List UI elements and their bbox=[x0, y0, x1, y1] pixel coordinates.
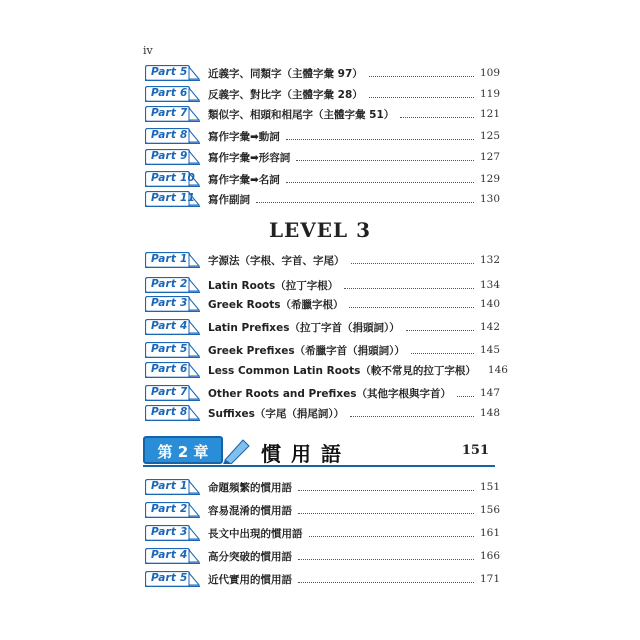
chapter-label-box bbox=[143, 436, 223, 464]
entry-page: 127 bbox=[480, 151, 501, 163]
entry-title: 寫作字彙➡形容詞 bbox=[208, 151, 291, 164]
entry-title: Latin Prefixes（拉丁字首（捐頭詞）） bbox=[208, 321, 400, 334]
toc-entry[interactable] bbox=[145, 190, 500, 208]
toc-entry[interactable] bbox=[145, 318, 500, 336]
entry-title: 高分突破的慣用語 bbox=[208, 550, 292, 563]
entry-page: 134 bbox=[480, 279, 501, 291]
part-label: Part 6 bbox=[151, 87, 188, 99]
entry-page: 148 bbox=[480, 407, 501, 419]
entry-page: 109 bbox=[480, 67, 501, 79]
part-label: Part 5 bbox=[151, 572, 188, 584]
leader-dots bbox=[344, 279, 474, 289]
entry-page: 147 bbox=[480, 387, 501, 399]
leader-dots bbox=[256, 193, 474, 203]
page-number: iv bbox=[143, 44, 153, 57]
entry-page: 129 bbox=[480, 173, 501, 185]
part-label: Part 9 bbox=[151, 150, 188, 162]
chapter-label: 第 2 章 bbox=[157, 443, 209, 461]
entry-title: Less Common Latin Roots（較不常見的拉丁字根） bbox=[208, 364, 476, 377]
part-label: Part 7 bbox=[151, 386, 188, 398]
toc-entry[interactable] bbox=[145, 384, 500, 402]
toc-entry[interactable] bbox=[145, 85, 500, 103]
leader-dots bbox=[298, 481, 474, 491]
leader-dots bbox=[350, 407, 474, 417]
entry-title: Other Roots and Prefixes（其他字根與字首） bbox=[208, 387, 451, 400]
chapter-page: 151 bbox=[461, 443, 489, 458]
toc-entry[interactable] bbox=[145, 570, 500, 588]
toc-entry[interactable] bbox=[145, 404, 500, 422]
entry-title: 近義字、同類字（主體字彙 97） bbox=[208, 67, 363, 80]
entry-page: 119 bbox=[480, 88, 501, 100]
part-tag bbox=[145, 277, 200, 293]
toc-entry[interactable] bbox=[145, 148, 500, 166]
leader-dots bbox=[351, 254, 475, 264]
toc-entry[interactable] bbox=[145, 64, 500, 82]
toc-entry[interactable] bbox=[145, 341, 500, 359]
part-tag bbox=[145, 149, 200, 165]
entry-title: Greek Prefixes（希臘字首（捐頭詞）） bbox=[208, 344, 405, 357]
leader-dots bbox=[369, 67, 474, 77]
entry-page: 125 bbox=[480, 130, 501, 142]
entry-title: Greek Roots（希臘字根） bbox=[208, 298, 344, 311]
part-label: Part 5 bbox=[151, 343, 188, 355]
part-label: Part 1 bbox=[151, 480, 188, 492]
part-label: Part 2 bbox=[151, 503, 188, 515]
entry-page: 142 bbox=[480, 321, 501, 333]
entry-title: 寫作字彙➡名詞 bbox=[208, 173, 280, 186]
toc-entry[interactable] bbox=[145, 478, 500, 496]
entry-page: 166 bbox=[480, 550, 501, 562]
part-label: Part 10 bbox=[151, 172, 195, 184]
leader-dots bbox=[406, 321, 474, 331]
part-tag bbox=[145, 479, 200, 495]
toc-entry[interactable] bbox=[145, 105, 500, 123]
part-tag bbox=[145, 385, 200, 401]
entry-page: 132 bbox=[480, 254, 501, 266]
entry-page: 146 bbox=[487, 364, 508, 376]
entry-title: 反義字、對比字（主體字彙 28） bbox=[208, 88, 363, 101]
entry-page: 151 bbox=[480, 481, 501, 493]
leader-dots bbox=[457, 387, 474, 397]
part-tag bbox=[145, 106, 200, 122]
part-label: Part 2 bbox=[151, 278, 188, 290]
part-label: Part 4 bbox=[151, 320, 188, 332]
part-label: Part 8 bbox=[151, 129, 188, 141]
toc-entry[interactable] bbox=[145, 361, 508, 379]
part-tag bbox=[145, 128, 200, 144]
leader-dots bbox=[400, 108, 474, 118]
chapter-title: 慣用語 bbox=[261, 442, 351, 466]
leader-dots bbox=[298, 550, 474, 560]
part-tag bbox=[145, 525, 200, 541]
toc-entry[interactable] bbox=[145, 501, 500, 519]
leader-dots bbox=[298, 504, 474, 514]
toc-entry[interactable] bbox=[145, 170, 500, 188]
part-tag bbox=[145, 191, 200, 207]
toc-entry[interactable] bbox=[145, 295, 500, 313]
part-tag bbox=[145, 571, 200, 587]
entry-title: 字源法（字根、字首、字尾） bbox=[208, 254, 345, 267]
part-tag bbox=[145, 252, 200, 268]
entry-title: 容易混淆的慣用語 bbox=[208, 504, 292, 517]
leader-dots bbox=[298, 573, 474, 583]
part-label: Part 5 bbox=[151, 66, 188, 78]
part-label: Part 7 bbox=[151, 107, 188, 119]
leader-dots bbox=[309, 527, 475, 537]
entry-title: 近代實用的慣用語 bbox=[208, 573, 292, 586]
chapter-header bbox=[143, 436, 495, 466]
part-label: Part 3 bbox=[151, 526, 188, 538]
part-tag bbox=[145, 296, 200, 312]
part-label: Part 6 bbox=[151, 363, 188, 375]
leader-dots bbox=[369, 88, 474, 98]
leader-dots bbox=[411, 344, 474, 354]
part-tag bbox=[145, 405, 200, 421]
entry-page: 121 bbox=[480, 108, 501, 120]
entry-title: 命題頻繁的慣用語 bbox=[208, 481, 292, 494]
entry-title: Latin Roots（拉丁字根） bbox=[208, 279, 339, 292]
part-tag bbox=[145, 362, 200, 378]
entry-title: 類似字、相頭和相尾字（主體字彙 51） bbox=[208, 108, 395, 121]
toc-entry[interactable] bbox=[145, 251, 500, 269]
part-tag bbox=[145, 65, 200, 81]
toc-entry[interactable] bbox=[145, 524, 500, 542]
entry-page: 140 bbox=[480, 298, 501, 310]
part-tag bbox=[145, 86, 200, 102]
toc-entry[interactable] bbox=[145, 127, 500, 145]
part-label: Part 4 bbox=[151, 549, 188, 561]
entry-title: Suffixes（字尾（捐尾詞）） bbox=[208, 407, 345, 420]
entry-title: 寫作字彙➡動詞 bbox=[208, 130, 280, 143]
entry-page: 145 bbox=[480, 344, 501, 356]
entry-title: 長文中出現的慣用語 bbox=[208, 527, 303, 540]
part-tag bbox=[145, 548, 200, 564]
chapter-underline bbox=[143, 465, 495, 467]
part-label: Part 1 bbox=[151, 253, 188, 265]
leader-dots bbox=[349, 298, 474, 308]
entry-page: 156 bbox=[480, 504, 501, 516]
leader-dots bbox=[286, 173, 474, 183]
part-tag bbox=[145, 502, 200, 518]
level-heading: LEVEL 3 bbox=[268, 218, 371, 242]
part-tag bbox=[145, 342, 200, 358]
toc-entry[interactable] bbox=[145, 276, 500, 294]
part-tag bbox=[145, 319, 200, 335]
leader-dots bbox=[296, 151, 474, 161]
leader-dots bbox=[286, 130, 474, 140]
entry-page: 130 bbox=[480, 193, 501, 205]
part-label: Part 3 bbox=[151, 297, 188, 309]
part-label: Part 11 bbox=[151, 192, 195, 204]
toc-entry[interactable] bbox=[145, 547, 500, 565]
entry-page: 171 bbox=[480, 573, 501, 585]
part-label: Part 8 bbox=[151, 406, 188, 418]
entry-page: 161 bbox=[480, 527, 501, 539]
entry-title: 寫作副詞 bbox=[208, 193, 250, 206]
part-tag bbox=[145, 171, 200, 187]
pencil-icon bbox=[223, 436, 253, 464]
